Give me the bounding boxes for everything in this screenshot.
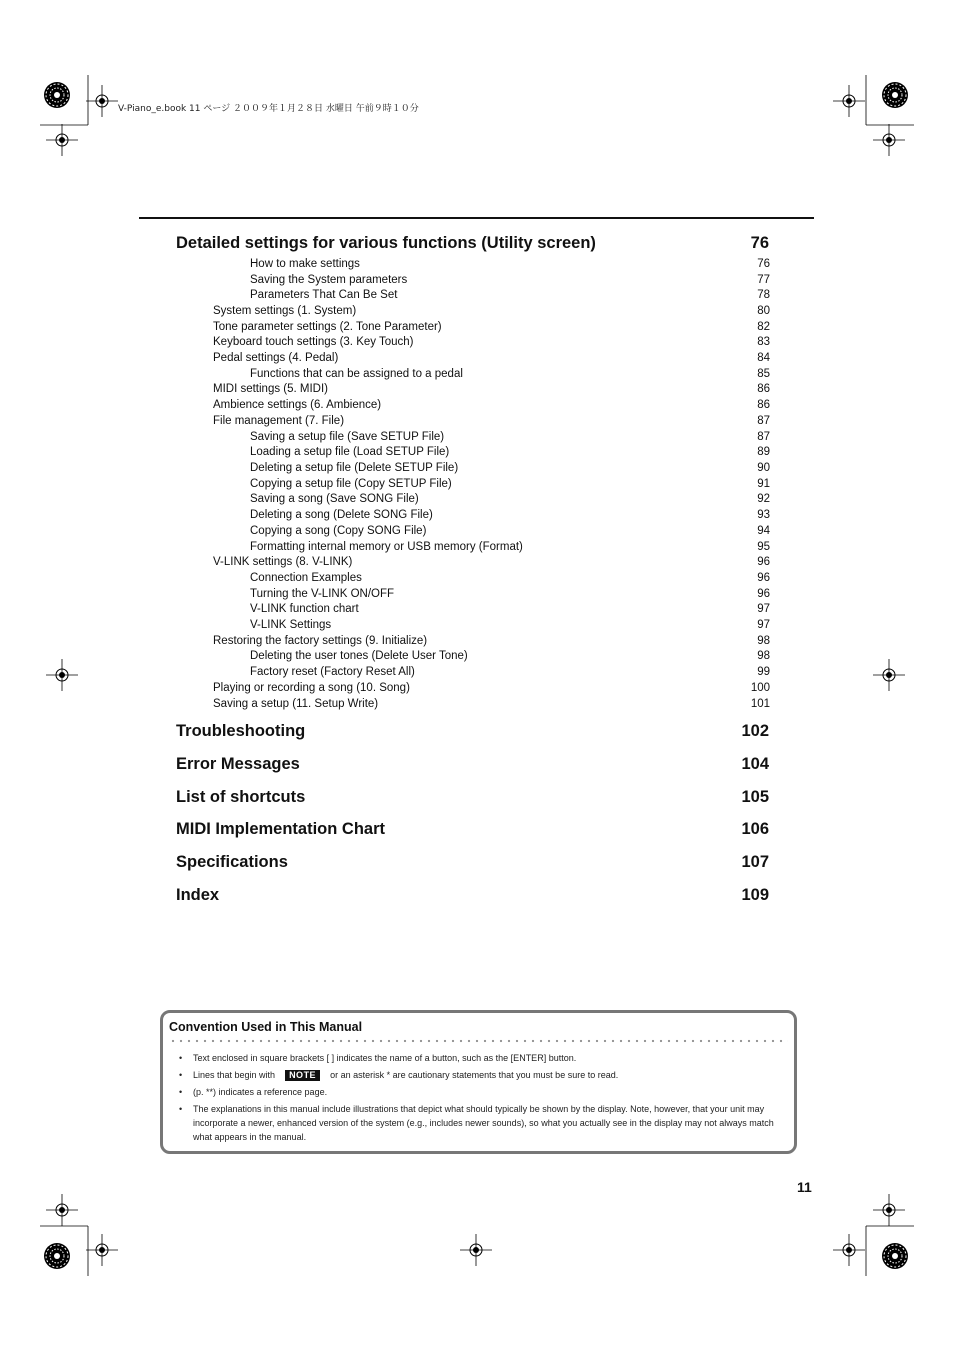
toc-chapter[interactable] <box>176 755 769 774</box>
toc-entry-label: V-LINK function chart <box>250 603 359 615</box>
toc-entry[interactable] <box>250 666 770 678</box>
toc-entry-label: Turning the V-LINK ON/OFF <box>250 588 395 600</box>
toc-chapter-page: 104 <box>741 755 769 773</box>
convention-item-text: (p. **) indicates a reference page. <box>193 1087 328 1097</box>
bullet: • <box>179 1104 183 1114</box>
toc-entry[interactable] <box>213 682 770 694</box>
toc-entry-page: 78 <box>757 289 770 301</box>
toc-entry-page: 89 <box>757 446 770 458</box>
toc-entry-label: V-LINK settings (8. V-LINK) <box>213 556 353 568</box>
toc-entry-label: Parameters That Can Be Set <box>250 289 398 301</box>
note-prefix: Lines that begin with <box>193 1070 276 1080</box>
toc-entry-label: Restoring the factory settings (9. Initialize) <box>213 635 428 647</box>
toc-entry-page: 93 <box>757 509 770 521</box>
toc-entry-label: Copying a song (Copy SONG File) <box>250 525 427 537</box>
toc-entry-label: Saving a setup file (Save SETUP File) <box>250 431 445 443</box>
toc-entry-label: Deleting a song (Delete SONG File) <box>250 509 433 521</box>
toc-heading-label: Detailed settings for various functions (Utility screen) <box>176 234 596 252</box>
toc-entry-label: Copying a setup file (Copy SETUP File) <box>250 478 452 490</box>
toc-entry-label: Saving a setup (11. Setup Write) <box>213 698 379 710</box>
toc-entry-page: 98 <box>757 650 770 662</box>
toc-entry-label: Functions that can be assigned to a pedal <box>250 368 463 380</box>
bullet: • <box>179 1070 183 1080</box>
toc-entry-label: Saving the System parameters <box>250 274 408 286</box>
toc-chapter-page: 105 <box>741 788 769 806</box>
toc-entry[interactable] <box>250 509 770 521</box>
toc-entry[interactable] <box>213 698 770 710</box>
convention-box <box>160 1010 797 1154</box>
toc-chapter[interactable] <box>176 722 769 741</box>
print-header: V-Piano_e.book 11 ページ ２００９年１月２８日 水曜日 午前９時１０分 <box>118 104 419 114</box>
toc-entry-page: 98 <box>757 635 770 647</box>
toc-entry-page: 99 <box>757 666 770 678</box>
toc-entry[interactable] <box>250 588 770 600</box>
toc-entry-page: 96 <box>757 572 770 584</box>
note-suffix: or an asterisk * are cautionary statements that you must be sure to read. <box>330 1070 619 1080</box>
toc-entry-label: MIDI settings (5. MIDI) <box>213 383 329 395</box>
toc-entry[interactable] <box>250 650 770 662</box>
toc-entry[interactable] <box>250 619 770 631</box>
toc-entry-page: 101 <box>750 698 770 710</box>
toc-entry[interactable] <box>250 258 770 270</box>
toc-entry-label: Formatting internal memory or USB memory (Format) <box>250 541 523 553</box>
toc-entry[interactable] <box>213 352 770 364</box>
toc-chapter-page: 107 <box>741 853 769 871</box>
convention-item-text <box>193 1068 789 1082</box>
toc-entry-page: 92 <box>757 493 770 505</box>
toc-entry[interactable] <box>250 462 770 474</box>
toc-entry-label: How to make settings <box>250 258 360 270</box>
toc-entry[interactable] <box>250 289 770 301</box>
toc-entry-label: Deleting the user tones (Delete User Tone) <box>250 650 468 662</box>
toc-entry[interactable] <box>213 383 770 395</box>
toc-entry-page: 85 <box>757 368 770 380</box>
bullet: • <box>179 1087 183 1097</box>
toc-entry-page: 97 <box>757 603 770 615</box>
toc-heading-page: 76 <box>750 234 769 252</box>
toc-entry[interactable] <box>250 274 770 286</box>
toc-entry-page: 97 <box>757 619 770 631</box>
toc-entry-page: 94 <box>757 525 770 537</box>
toc-entry[interactable] <box>213 305 770 317</box>
toc-entry-page: 87 <box>757 415 770 427</box>
toc-entry[interactable] <box>250 603 770 615</box>
toc-entry-label: Saving a song (Save SONG File) <box>250 493 419 505</box>
toc-entry-label: Loading a setup file (Load SETUP File) <box>250 446 450 458</box>
toc-entry-page: 86 <box>757 383 770 395</box>
toc-entry[interactable] <box>250 446 770 458</box>
page-number: 11 <box>797 1179 812 1195</box>
toc-entry-page: 76 <box>757 258 770 270</box>
toc-entry[interactable] <box>250 572 770 584</box>
toc-entry-label: V-LINK Settings <box>250 619 332 631</box>
toc-entry-label: Ambience settings (6. Ambience) <box>213 399 382 411</box>
toc-entry[interactable] <box>250 368 770 380</box>
toc-entry-page: 83 <box>757 336 770 348</box>
toc-chapter[interactable] <box>176 820 769 839</box>
toc-entry[interactable] <box>213 321 770 333</box>
toc-entry-label: Pedal settings (4. Pedal) <box>213 352 339 364</box>
toc-main-heading[interactable] <box>176 234 769 253</box>
toc-entry[interactable] <box>213 336 770 348</box>
toc-chapter-page: 106 <box>741 820 769 838</box>
toc-chapter[interactable] <box>176 788 769 807</box>
toc-chapter-label: MIDI Implementation Chart <box>176 820 386 838</box>
toc-chapter-label: Error Messages <box>176 755 300 773</box>
toc-entry[interactable] <box>213 635 770 647</box>
toc-entry[interactable] <box>213 415 770 427</box>
toc-entry-page: 90 <box>757 462 770 474</box>
toc-entry-page: 95 <box>757 541 770 553</box>
toc-chapter-label: Specifications <box>176 853 288 871</box>
toc-chapter[interactable] <box>176 886 769 905</box>
convention-title: Convention Used in This Manual <box>169 1020 363 1034</box>
toc-entry-label: System settings (1. System) <box>213 305 357 317</box>
note-badge-icon: NOTE <box>285 1070 320 1081</box>
toc-entry[interactable] <box>250 525 770 537</box>
convention-item-text: The explanations in this manual include illustrations that depict what should typically be shown by the display. Note, however, that your unit may incorporate a newer, enhanced version of the system (e.g., includes newer sounds), so what you actually see in the display may not always match what appears in the manual. <box>193 1104 774 1142</box>
dotted-divider <box>169 1039 788 1043</box>
toc-entry[interactable] <box>250 493 770 505</box>
toc-entry-page: 80 <box>757 305 770 317</box>
toc-entry-page: 96 <box>757 588 770 600</box>
bullet: • <box>179 1053 183 1063</box>
toc-chapter-label: Troubleshooting <box>176 722 306 740</box>
toc-entry-page: 86 <box>757 399 770 411</box>
toc-entry-page: 82 <box>757 321 770 333</box>
convention-item-text: Text enclosed in square brackets [ ] indicates the name of a button, such as the [ENTER] button. <box>193 1053 577 1063</box>
toc-entry-label: Deleting a setup file (Delete SETUP File) <box>250 462 459 474</box>
toc-entry[interactable] <box>250 478 770 490</box>
toc-chapter-page: 102 <box>741 722 769 740</box>
toc-entry-page: 91 <box>757 478 770 490</box>
toc-entry-label: Factory reset (Factory Reset All) <box>250 666 415 678</box>
toc-entry[interactable] <box>250 431 770 443</box>
toc-entry-label: File management (7. File) <box>213 415 345 427</box>
toc-chapter-page: 109 <box>741 886 769 904</box>
toc-entry-page: 96 <box>757 556 770 568</box>
top-rule <box>139 217 814 219</box>
toc-entry-label: Playing or recording a song (10. Song) <box>213 682 410 694</box>
toc-entry[interactable] <box>250 541 770 553</box>
toc-entry[interactable] <box>213 399 770 411</box>
toc-entry-page: 100 <box>750 682 770 694</box>
toc-chapter-label: Index <box>176 886 220 904</box>
toc-entry-label: Keyboard touch settings (3. Key Touch) <box>213 336 414 348</box>
toc-chapter-label: List of shortcuts <box>176 788 306 806</box>
toc-entry-page: 84 <box>757 352 770 364</box>
toc-entry-page: 87 <box>757 431 770 443</box>
toc-entry-label: Tone parameter settings (2. Tone Parameter) <box>213 321 442 333</box>
toc-entry-label: Connection Examples <box>250 572 362 584</box>
toc-entry-page: 77 <box>757 274 770 286</box>
toc-chapter[interactable] <box>176 853 769 872</box>
toc-entry[interactable] <box>213 556 770 568</box>
